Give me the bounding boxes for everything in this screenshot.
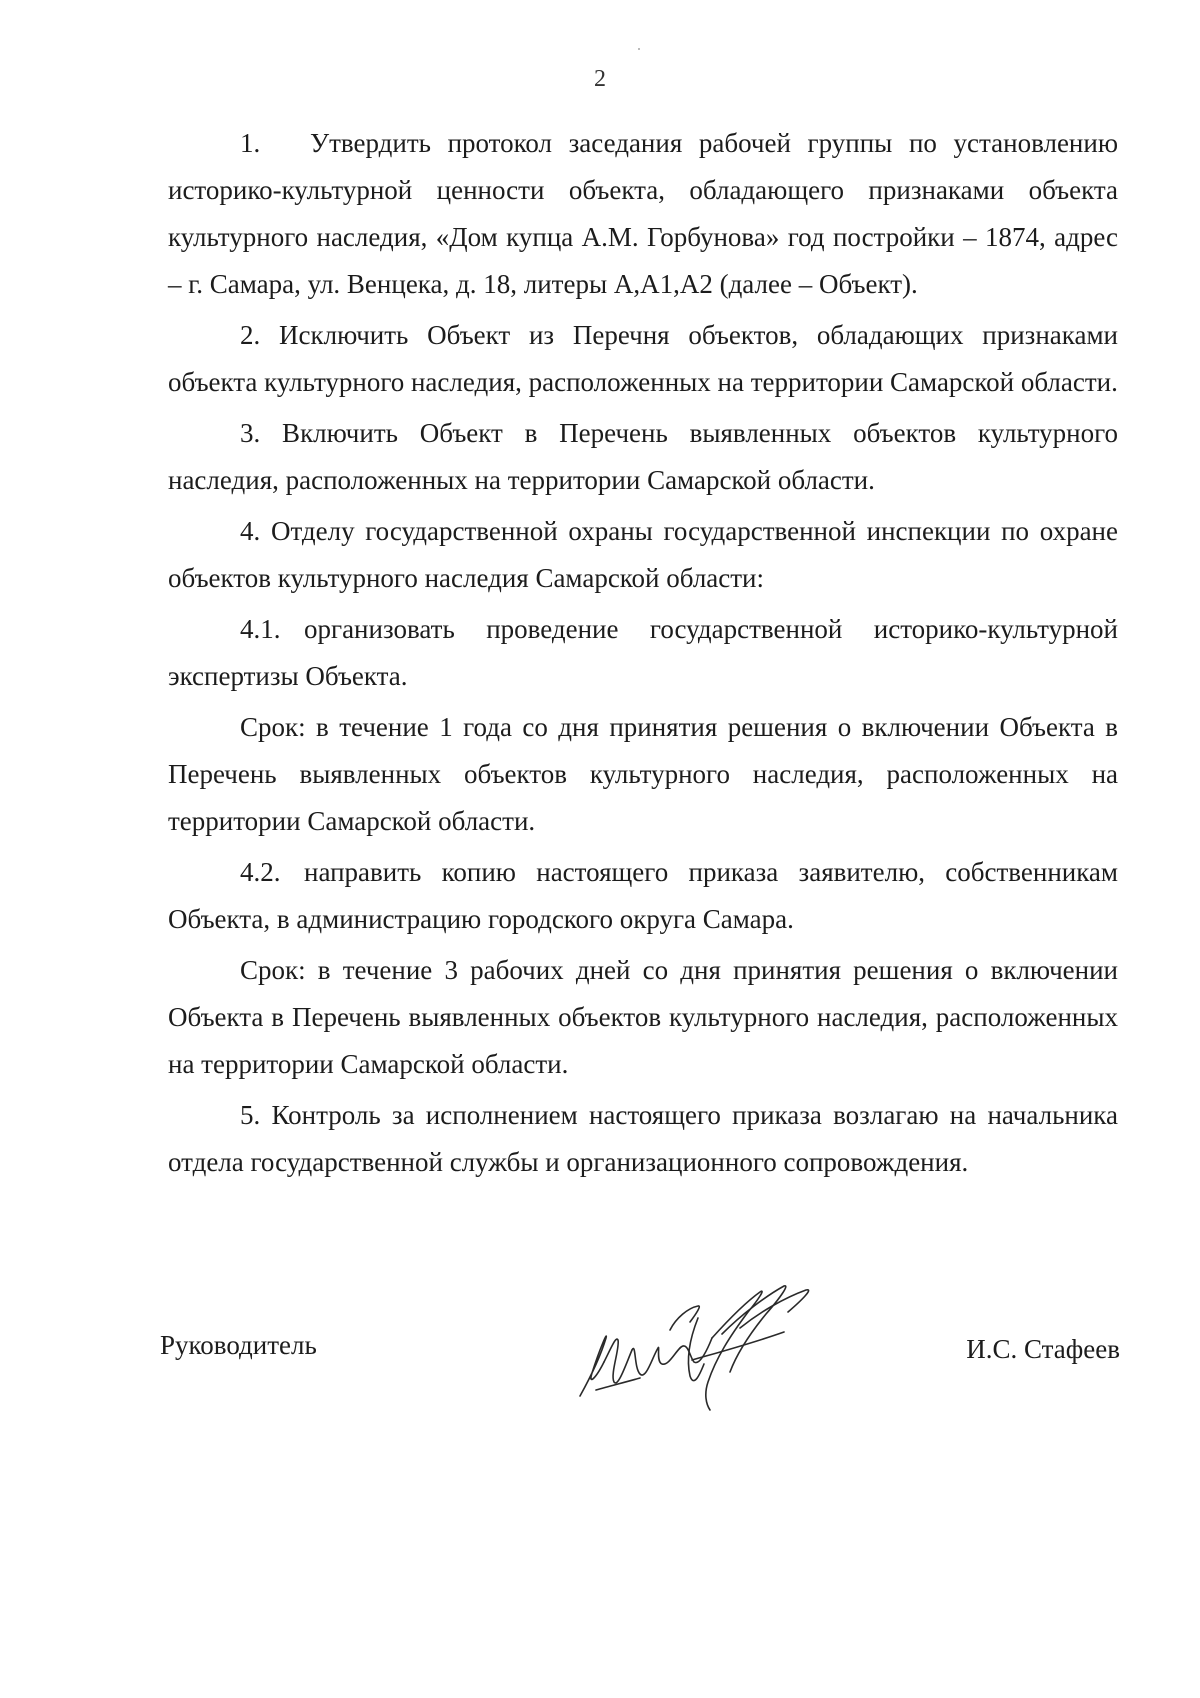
paragraph-2-text: 2. Исключить Объект из Перечня объектов, обладающих признаками объекта культурного наследия, расположенных на территории Самарской области. <box>168 320 1118 397</box>
signature-block <box>160 1320 1120 1440</box>
paragraph-deadline-2-text: Срок: в течение 3 рабочих дней со дня принятия решения о включении Объекта в Перечень выявленных объектов культурного наследия, расположенных на территории Самарской области. <box>168 955 1118 1079</box>
page-number: 2 <box>594 66 606 92</box>
paragraph-5-text: 5. Контроль за исполнением настоящего приказа возлагаю на начальника отдела государственной службы и организационного сопровождения. <box>168 1100 1118 1177</box>
paragraph-4-1-text: организовать проведение государственной историко-культурной экспертизы Объекта. <box>168 614 1118 691</box>
paragraph-5 <box>168 1092 1118 1186</box>
paragraph-2 <box>168 312 1118 406</box>
scan-speck <box>638 48 640 50</box>
handwritten-signature <box>570 1278 830 1428</box>
paragraph-4-2 <box>168 849 1118 943</box>
paragraph-deadline-2 <box>168 947 1118 1088</box>
signer-name: И.С. Стафеев <box>966 1334 1120 1364</box>
paragraph-3-text: 3. Включить Объект в Перечень выявленных объектов культурного наследия, расположенных на территории Самарской области. <box>168 418 1118 495</box>
paragraph-3 <box>168 410 1118 504</box>
paragraph-4-text: 4. Отделу государственной охраны государственной инспекции по охране объектов культурного наследия Самарской области: <box>168 516 1118 593</box>
paragraph-4-1-number: 4.1. <box>240 614 281 644</box>
paragraph-1-number: 1. <box>240 128 261 158</box>
document-body <box>168 120 1118 1186</box>
paragraph-4-1 <box>168 606 1118 700</box>
paragraph-4-2-number: 4.2. <box>240 857 281 887</box>
paragraph-4 <box>168 508 1118 602</box>
paragraph-1-text: Утвердить протокол заседания рабочей группы по установлению историко-культурной ценности объекта, обладающего признаками объекта культурного наследия, «Дом купца А.М. Горбунова» год постройки – 1874, адрес – г. Самара, ул. Венцека, д. 18, литеры А,А1,А2 (далее – Объект). <box>168 128 1118 299</box>
paragraph-deadline-1 <box>168 704 1118 845</box>
signer-title: Руководитель <box>160 1330 317 1360</box>
paragraph-deadline-1-text: Срок: в течение 1 года со дня принятия решения о включении Объекта в Перечень выявленных объектов культурного наследия, расположенных на территории Самарской области. <box>168 712 1118 836</box>
paragraph-1 <box>168 120 1118 308</box>
paragraph-4-2-text: направить копию настоящего приказа заявителю, собственникам Объекта, в администрацию городского округа Самара. <box>168 857 1118 934</box>
